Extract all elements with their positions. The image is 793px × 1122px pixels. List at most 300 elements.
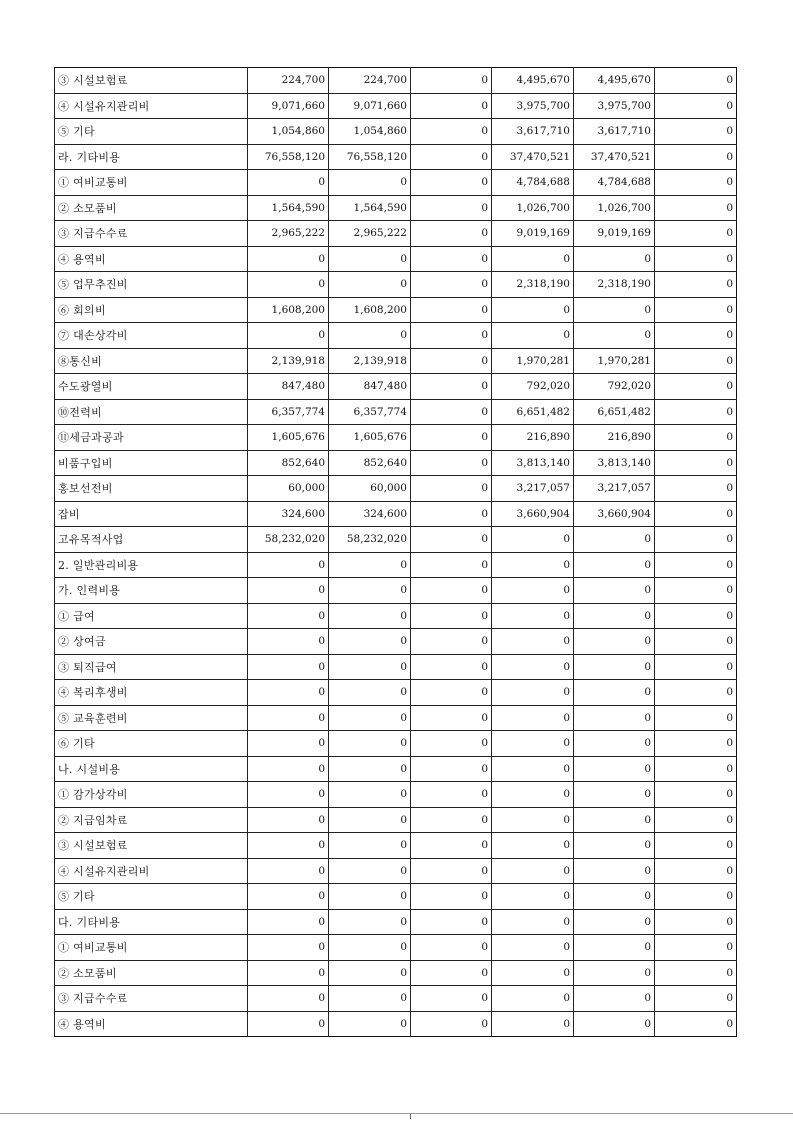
amount-cell: 0 bbox=[248, 170, 329, 196]
table-row bbox=[55, 374, 737, 400]
row-label: ② 상여금 bbox=[55, 629, 248, 655]
amount-cell: 0 bbox=[411, 93, 492, 119]
row-label: 수도광열비 bbox=[55, 374, 248, 400]
amount-cell: 0 bbox=[574, 960, 655, 986]
table-row bbox=[55, 399, 737, 425]
row-label: ① 여비교통비 bbox=[55, 170, 248, 196]
amount-cell: 0 bbox=[411, 323, 492, 349]
amount-cell: 0 bbox=[329, 170, 411, 196]
table-row bbox=[55, 272, 737, 298]
amount-cell: 0 bbox=[411, 782, 492, 808]
table-row bbox=[55, 348, 737, 374]
amount-cell: 0 bbox=[329, 578, 411, 604]
amount-cell: 0 bbox=[655, 348, 737, 374]
amount-cell: 216,890 bbox=[492, 425, 574, 451]
amount-cell: 0 bbox=[574, 552, 655, 578]
amount-cell: 60,000 bbox=[248, 476, 329, 502]
amount-cell: 2,965,222 bbox=[329, 221, 411, 247]
amount-cell: 60,000 bbox=[329, 476, 411, 502]
amount-cell: 0 bbox=[492, 323, 574, 349]
amount-cell: 0 bbox=[248, 807, 329, 833]
amount-cell: 0 bbox=[411, 807, 492, 833]
amount-cell: 0 bbox=[248, 323, 329, 349]
table-row bbox=[55, 119, 737, 145]
amount-cell: 847,480 bbox=[248, 374, 329, 400]
table-row bbox=[55, 144, 737, 170]
amount-cell: 1,054,860 bbox=[248, 119, 329, 145]
table-row bbox=[55, 935, 737, 961]
amount-cell: 0 bbox=[492, 629, 574, 655]
amount-cell: 0 bbox=[655, 731, 737, 757]
amount-cell: 0 bbox=[411, 246, 492, 272]
footer-rule bbox=[0, 1113, 793, 1114]
table-row bbox=[55, 552, 737, 578]
amount-cell: 0 bbox=[492, 986, 574, 1012]
amount-cell: 0 bbox=[492, 935, 574, 961]
amount-cell: 0 bbox=[411, 629, 492, 655]
row-label: ⑤ 기타 bbox=[55, 119, 248, 145]
amount-cell: 0 bbox=[248, 884, 329, 910]
amount-cell: 0 bbox=[329, 858, 411, 884]
row-label: ③ 지급수수료 bbox=[55, 986, 248, 1012]
row-label: ② 지급임차료 bbox=[55, 807, 248, 833]
amount-cell: 0 bbox=[411, 450, 492, 476]
amount-cell: 0 bbox=[329, 782, 411, 808]
amount-cell: 0 bbox=[655, 935, 737, 961]
row-label: 비품구입비 bbox=[55, 450, 248, 476]
amount-cell: 852,640 bbox=[329, 450, 411, 476]
amount-cell: 0 bbox=[574, 527, 655, 553]
amount-cell: 1,026,700 bbox=[574, 195, 655, 221]
row-label: ③ 시설보험료 bbox=[55, 68, 248, 94]
row-label: ⑤ 업무추진비 bbox=[55, 272, 248, 298]
amount-cell: 0 bbox=[655, 603, 737, 629]
amount-cell: 0 bbox=[248, 705, 329, 731]
amount-cell: 0 bbox=[655, 833, 737, 859]
row-label: 가. 인력비용 bbox=[55, 578, 248, 604]
amount-cell: 0 bbox=[655, 246, 737, 272]
table-row bbox=[55, 195, 737, 221]
row-label: ⑤ 기타 bbox=[55, 884, 248, 910]
row-label: 라. 기타비용 bbox=[55, 144, 248, 170]
amount-cell: 0 bbox=[492, 731, 574, 757]
amount-cell: 0 bbox=[574, 323, 655, 349]
amount-cell: 3,813,140 bbox=[574, 450, 655, 476]
amount-cell: 0 bbox=[574, 246, 655, 272]
amount-cell: 37,470,521 bbox=[492, 144, 574, 170]
amount-cell: 0 bbox=[248, 731, 329, 757]
amount-cell: 1,608,200 bbox=[329, 297, 411, 323]
amount-cell: 0 bbox=[574, 756, 655, 782]
amount-cell: 0 bbox=[492, 858, 574, 884]
amount-cell: 0 bbox=[248, 833, 329, 859]
amount-cell: 0 bbox=[411, 705, 492, 731]
table-row bbox=[55, 476, 737, 502]
row-label: 2. 일반관리비용 bbox=[55, 552, 248, 578]
table-row bbox=[55, 246, 737, 272]
row-label: 홍보선전비 bbox=[55, 476, 248, 502]
amount-cell: 0 bbox=[248, 909, 329, 935]
table-row bbox=[55, 756, 737, 782]
amount-cell: 6,357,774 bbox=[329, 399, 411, 425]
amount-cell: 6,651,482 bbox=[492, 399, 574, 425]
amount-cell: 0 bbox=[655, 858, 737, 884]
amount-cell: 0 bbox=[655, 68, 737, 94]
row-label: ① 여비교통비 bbox=[55, 935, 248, 961]
table-row bbox=[55, 501, 737, 527]
amount-cell: 0 bbox=[329, 705, 411, 731]
amount-cell: 0 bbox=[329, 884, 411, 910]
amount-cell: 0 bbox=[411, 425, 492, 451]
amount-cell: 0 bbox=[248, 756, 329, 782]
amount-cell: 1,970,281 bbox=[574, 348, 655, 374]
amount-cell: 0 bbox=[574, 935, 655, 961]
amount-cell: 37,470,521 bbox=[574, 144, 655, 170]
row-label: ⑩전력비 bbox=[55, 399, 248, 425]
amount-cell: 0 bbox=[655, 272, 737, 298]
amount-cell: 0 bbox=[248, 272, 329, 298]
amount-cell: 0 bbox=[329, 603, 411, 629]
amount-cell: 4,784,688 bbox=[492, 170, 574, 196]
amount-cell: 0 bbox=[329, 680, 411, 706]
amount-cell: 0 bbox=[248, 629, 329, 655]
table-row bbox=[55, 450, 737, 476]
expense-table bbox=[54, 67, 737, 1037]
amount-cell: 0 bbox=[411, 195, 492, 221]
amount-cell: 0 bbox=[492, 297, 574, 323]
amount-cell: 0 bbox=[655, 221, 737, 247]
amount-cell: 3,660,904 bbox=[492, 501, 574, 527]
amount-cell: 0 bbox=[329, 272, 411, 298]
amount-cell: 0 bbox=[655, 986, 737, 1012]
amount-cell: 0 bbox=[248, 960, 329, 986]
amount-cell: 0 bbox=[655, 501, 737, 527]
amount-cell: 0 bbox=[574, 807, 655, 833]
amount-cell: 0 bbox=[655, 629, 737, 655]
amount-cell: 0 bbox=[411, 578, 492, 604]
table-row bbox=[55, 960, 737, 986]
amount-cell: 0 bbox=[574, 680, 655, 706]
amount-cell: 1,605,676 bbox=[248, 425, 329, 451]
table-row bbox=[55, 578, 737, 604]
row-label: 나. 시설비용 bbox=[55, 756, 248, 782]
amount-cell: 3,617,710 bbox=[492, 119, 574, 145]
amount-cell: 1,564,590 bbox=[329, 195, 411, 221]
amount-cell: 0 bbox=[655, 578, 737, 604]
amount-cell: 0 bbox=[574, 629, 655, 655]
amount-cell: 0 bbox=[411, 297, 492, 323]
amount-cell: 0 bbox=[655, 807, 737, 833]
amount-cell: 0 bbox=[411, 960, 492, 986]
row-label: ① 급여 bbox=[55, 603, 248, 629]
table-row bbox=[55, 93, 737, 119]
row-label: ③ 지급수수료 bbox=[55, 221, 248, 247]
amount-cell: 0 bbox=[655, 527, 737, 553]
table-row bbox=[55, 858, 737, 884]
amount-cell: 0 bbox=[329, 833, 411, 859]
amount-cell: 0 bbox=[329, 807, 411, 833]
amount-cell: 58,232,020 bbox=[248, 527, 329, 553]
amount-cell: 324,600 bbox=[248, 501, 329, 527]
amount-cell: 0 bbox=[655, 323, 737, 349]
row-label: ⑧통신비 bbox=[55, 348, 248, 374]
amount-cell: 0 bbox=[411, 399, 492, 425]
amount-cell: 0 bbox=[655, 909, 737, 935]
amount-cell: 2,318,190 bbox=[574, 272, 655, 298]
amount-cell: 224,700 bbox=[248, 68, 329, 94]
row-label: ① 감가상각비 bbox=[55, 782, 248, 808]
amount-cell: 3,813,140 bbox=[492, 450, 574, 476]
table-body bbox=[55, 68, 737, 1037]
amount-cell: 0 bbox=[411, 986, 492, 1012]
row-label: ② 소모품비 bbox=[55, 195, 248, 221]
amount-cell: 0 bbox=[411, 756, 492, 782]
amount-cell: 0 bbox=[411, 858, 492, 884]
amount-cell: 0 bbox=[329, 629, 411, 655]
amount-cell: 792,020 bbox=[574, 374, 655, 400]
amount-cell: 0 bbox=[574, 654, 655, 680]
amount-cell: 6,357,774 bbox=[248, 399, 329, 425]
table-row bbox=[55, 680, 737, 706]
amount-cell: 1,054,860 bbox=[329, 119, 411, 145]
amount-cell: 0 bbox=[655, 680, 737, 706]
amount-cell: 0 bbox=[411, 144, 492, 170]
amount-cell: 0 bbox=[574, 782, 655, 808]
amount-cell: 2,318,190 bbox=[492, 272, 574, 298]
row-label: ⑤ 교육훈련비 bbox=[55, 705, 248, 731]
amount-cell: 9,019,169 bbox=[492, 221, 574, 247]
amount-cell: 0 bbox=[492, 807, 574, 833]
amount-cell: 216,890 bbox=[574, 425, 655, 451]
amount-cell: 0 bbox=[411, 501, 492, 527]
amount-cell: 0 bbox=[411, 119, 492, 145]
amount-cell: 792,020 bbox=[492, 374, 574, 400]
amount-cell: 0 bbox=[329, 986, 411, 1012]
amount-cell: 2,965,222 bbox=[248, 221, 329, 247]
amount-cell: 4,784,688 bbox=[574, 170, 655, 196]
amount-cell: 0 bbox=[411, 654, 492, 680]
amount-cell: 2,139,918 bbox=[248, 348, 329, 374]
amount-cell: 0 bbox=[329, 323, 411, 349]
amount-cell: 0 bbox=[411, 833, 492, 859]
amount-cell: 0 bbox=[411, 527, 492, 553]
table-row bbox=[55, 909, 737, 935]
amount-cell: 0 bbox=[492, 246, 574, 272]
table-row bbox=[55, 323, 737, 349]
amount-cell: 0 bbox=[329, 654, 411, 680]
amount-cell: 0 bbox=[574, 297, 655, 323]
amount-cell: 3,975,700 bbox=[492, 93, 574, 119]
amount-cell: 0 bbox=[492, 960, 574, 986]
amount-cell: 0 bbox=[574, 833, 655, 859]
row-label: ④ 용역비 bbox=[55, 246, 248, 272]
amount-cell: 9,071,660 bbox=[329, 93, 411, 119]
expense-ledger-page bbox=[54, 67, 737, 1037]
amount-cell: 6,651,482 bbox=[574, 399, 655, 425]
table-row bbox=[55, 170, 737, 196]
amount-cell: 0 bbox=[492, 756, 574, 782]
table-row bbox=[55, 425, 737, 451]
amount-cell: 0 bbox=[492, 884, 574, 910]
amount-cell: 2,139,918 bbox=[329, 348, 411, 374]
amount-cell: 0 bbox=[655, 476, 737, 502]
amount-cell: 76,558,120 bbox=[329, 144, 411, 170]
row-label: 다. 기타비용 bbox=[55, 909, 248, 935]
amount-cell: 0 bbox=[329, 246, 411, 272]
amount-cell: 0 bbox=[655, 884, 737, 910]
row-label: ③ 퇴직급여 bbox=[55, 654, 248, 680]
amount-cell: 0 bbox=[574, 884, 655, 910]
amount-cell: 0 bbox=[248, 935, 329, 961]
amount-cell: 0 bbox=[411, 603, 492, 629]
amount-cell: 0 bbox=[329, 552, 411, 578]
amount-cell: 0 bbox=[655, 654, 737, 680]
amount-cell: 0 bbox=[655, 195, 737, 221]
amount-cell: 0 bbox=[655, 782, 737, 808]
row-label: 잡비 bbox=[55, 501, 248, 527]
row-label: ⑪세금과공과 bbox=[55, 425, 248, 451]
row-label: ④ 시설유지관리비 bbox=[55, 93, 248, 119]
amount-cell: 0 bbox=[574, 909, 655, 935]
amount-cell: 0 bbox=[411, 731, 492, 757]
row-label: ⑥ 회의비 bbox=[55, 297, 248, 323]
table-row bbox=[55, 1011, 737, 1037]
amount-cell: 0 bbox=[411, 680, 492, 706]
amount-cell: 0 bbox=[329, 1011, 411, 1037]
amount-cell: 3,217,057 bbox=[492, 476, 574, 502]
footer-tick bbox=[410, 1114, 411, 1119]
table-row bbox=[55, 629, 737, 655]
amount-cell: 76,558,120 bbox=[248, 144, 329, 170]
amount-cell: 1,564,590 bbox=[248, 195, 329, 221]
amount-cell: 0 bbox=[248, 858, 329, 884]
amount-cell: 0 bbox=[574, 603, 655, 629]
amount-cell: 0 bbox=[655, 960, 737, 986]
amount-cell: 0 bbox=[411, 909, 492, 935]
amount-cell: 0 bbox=[248, 1011, 329, 1037]
table-row bbox=[55, 731, 737, 757]
amount-cell: 4,495,670 bbox=[492, 68, 574, 94]
amount-cell: 0 bbox=[411, 374, 492, 400]
amount-cell: 0 bbox=[655, 756, 737, 782]
table-row bbox=[55, 807, 737, 833]
amount-cell: 0 bbox=[492, 909, 574, 935]
amount-cell: 0 bbox=[655, 119, 737, 145]
amount-cell: 0 bbox=[492, 527, 574, 553]
amount-cell: 0 bbox=[411, 348, 492, 374]
amount-cell: 0 bbox=[655, 93, 737, 119]
amount-cell: 0 bbox=[248, 603, 329, 629]
table-row bbox=[55, 884, 737, 910]
amount-cell: 0 bbox=[492, 578, 574, 604]
amount-cell: 0 bbox=[248, 986, 329, 1012]
amount-cell: 0 bbox=[655, 552, 737, 578]
amount-cell: 0 bbox=[411, 552, 492, 578]
amount-cell: 9,019,169 bbox=[574, 221, 655, 247]
amount-cell: 0 bbox=[411, 476, 492, 502]
row-label: ④ 시설유지관리비 bbox=[55, 858, 248, 884]
amount-cell: 0 bbox=[655, 425, 737, 451]
amount-cell: 0 bbox=[248, 680, 329, 706]
amount-cell: 0 bbox=[655, 297, 737, 323]
amount-cell: 0 bbox=[329, 731, 411, 757]
amount-cell: 0 bbox=[492, 603, 574, 629]
amount-cell: 0 bbox=[411, 221, 492, 247]
amount-cell: 0 bbox=[492, 654, 574, 680]
row-label: ⑥ 기타 bbox=[55, 731, 248, 757]
amount-cell: 0 bbox=[655, 144, 737, 170]
table-row bbox=[55, 654, 737, 680]
table-row bbox=[55, 603, 737, 629]
amount-cell: 0 bbox=[329, 935, 411, 961]
amount-cell: 0 bbox=[248, 246, 329, 272]
amount-cell: 0 bbox=[248, 782, 329, 808]
amount-cell: 0 bbox=[248, 578, 329, 604]
amount-cell: 0 bbox=[655, 170, 737, 196]
amount-cell: 0 bbox=[411, 170, 492, 196]
amount-cell: 0 bbox=[492, 782, 574, 808]
amount-cell: 0 bbox=[655, 374, 737, 400]
table-row bbox=[55, 221, 737, 247]
amount-cell: 1,605,676 bbox=[329, 425, 411, 451]
amount-cell: 0 bbox=[492, 705, 574, 731]
table-row bbox=[55, 705, 737, 731]
amount-cell: 1,608,200 bbox=[248, 297, 329, 323]
row-label: ③ 시설보험료 bbox=[55, 833, 248, 859]
amount-cell: 0 bbox=[574, 578, 655, 604]
amount-cell: 324,600 bbox=[329, 501, 411, 527]
amount-cell: 0 bbox=[492, 552, 574, 578]
amount-cell: 0 bbox=[492, 833, 574, 859]
row-label: ⑦ 대손상각비 bbox=[55, 323, 248, 349]
amount-cell: 1,970,281 bbox=[492, 348, 574, 374]
amount-cell: 3,975,700 bbox=[574, 93, 655, 119]
amount-cell: 0 bbox=[329, 960, 411, 986]
amount-cell: 9,071,660 bbox=[248, 93, 329, 119]
amount-cell: 0 bbox=[574, 986, 655, 1012]
amount-cell: 0 bbox=[411, 935, 492, 961]
amount-cell: 0 bbox=[248, 552, 329, 578]
amount-cell: 0 bbox=[655, 1011, 737, 1037]
amount-cell: 1,026,700 bbox=[492, 195, 574, 221]
amount-cell: 3,660,904 bbox=[574, 501, 655, 527]
amount-cell: 0 bbox=[329, 909, 411, 935]
table-row bbox=[55, 68, 737, 94]
amount-cell: 0 bbox=[574, 1011, 655, 1037]
amount-cell: 0 bbox=[329, 756, 411, 782]
row-label: ④ 복리후생비 bbox=[55, 680, 248, 706]
table-row bbox=[55, 833, 737, 859]
amount-cell: 224,700 bbox=[329, 68, 411, 94]
amount-cell: 0 bbox=[655, 450, 737, 476]
amount-cell: 0 bbox=[492, 1011, 574, 1037]
row-label: ② 소모품비 bbox=[55, 960, 248, 986]
amount-cell: 3,217,057 bbox=[574, 476, 655, 502]
amount-cell: 4,495,670 bbox=[574, 68, 655, 94]
amount-cell: 3,617,710 bbox=[574, 119, 655, 145]
amount-cell: 0 bbox=[411, 884, 492, 910]
amount-cell: 0 bbox=[655, 705, 737, 731]
amount-cell: 0 bbox=[411, 1011, 492, 1037]
amount-cell: 852,640 bbox=[248, 450, 329, 476]
table-row bbox=[55, 527, 737, 553]
table-row bbox=[55, 297, 737, 323]
amount-cell: 0 bbox=[574, 858, 655, 884]
amount-cell: 0 bbox=[655, 399, 737, 425]
table-row bbox=[55, 986, 737, 1012]
table-row bbox=[55, 782, 737, 808]
amount-cell: 0 bbox=[492, 680, 574, 706]
